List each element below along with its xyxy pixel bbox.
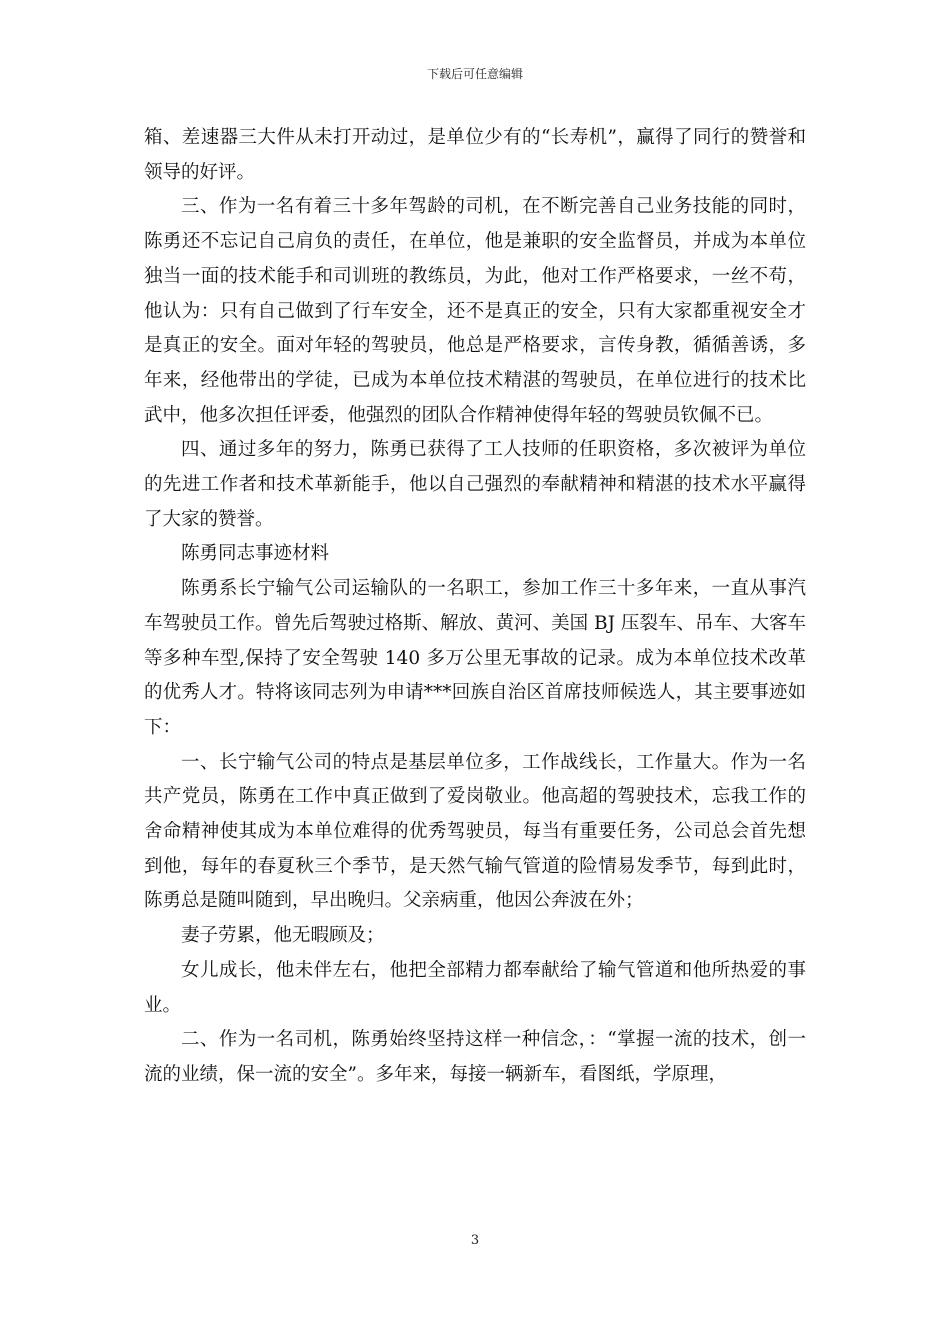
paragraph-intro: 陈勇系长宁输气公司运输队的一名职工，参加工作三十多年来，一直从事汽车驾驶员工作。曾先后驾驶过格斯、解放、黄河、美国 BJ 压裂车、吊车、大客车等多种车型,保持了安全驾驶 140 多万公里无事故的记录。成为本单位技术改革的优秀人才。特将该同志列为申请***回族自治区首席技师候选人，其主要事迹如下： — [144, 578, 806, 738]
paragraph-wife-line: 妻子劳累，他无暇顾及； — [181, 925, 385, 947]
page-header: 下载后可任意编辑 — [426, 67, 523, 81]
paragraph-continuation: 箱、差速器三大件从未打开动过，是单位少有的“长寿机”，赢得了同行的赞誉和领导的好评。 — [144, 127, 806, 183]
paragraph-section-two: 二、作为一名司机，陈勇始终坚持这样一种信念，：“掌握一流的技术，创一流的业绩，保一流的安全”。多年来，每接一辆新车，看图纸，学原理， — [144, 1029, 806, 1085]
paragraph-daughter-line: 女儿成长，他未伴左右，他把全部精力都奉献给了输气管道和他所热爱的事业。 — [144, 959, 806, 1016]
paragraph-section-one: 一、长宁输气公司的特点是基层单位多，工作战线长，工作量大。作为一名共产党员，陈勇在工作中真正做到了爱岗敬业。他高超的驾驶技术，忘我工作的舍命精神使其成为本单位难得的优秀驾驶员，每当有重要任务，公司总会首先想到他，每年的春夏秋三个季节，是天然气输气管道的险情易发季节，每到此时，陈勇总是随叫随到，早出晚归。父亲病重，他因公奔波在外； — [144, 751, 806, 912]
document-subtitle: 陈勇同志事迹材料 — [181, 543, 330, 565]
paragraph-section-three: 三、作为一名有着三十多年驾龄的司机，在不断完善自己业务技能的同时，陈勇还不忘记自己肩负的责任，在单位，他是兼职的安全监督员，并成为本单位独当一面的技术能手和司训班的教练员，为此，他对工作严格要求，一丝不苟，他认为：只有自己做到了行车安全，还不是真正的安全，只有大家都重视安全才是真正的安全。面对年轻的驾驶员，他总是严格要求，言传身教，循循善诱，多年来，经他带出的学徒，已成为本单位技术精湛的驾驶员，在单位进行的技术比武中，他多次担任评委，他强烈的团队合作精神使得年轻的驾驶员钦佩不已。 — [144, 196, 806, 426]
page-number: 3 — [470, 1233, 480, 1248]
paragraph-section-four: 四、通过多年的努力，陈勇已获得了工人技师的任职资格，多次被评为单位的先进工作者和技术革新能手，他以自己强烈的奉献精神和精湛的技术水平赢得了大家的赞誉。 — [144, 439, 806, 530]
document-body — [144, 121, 806, 1093]
